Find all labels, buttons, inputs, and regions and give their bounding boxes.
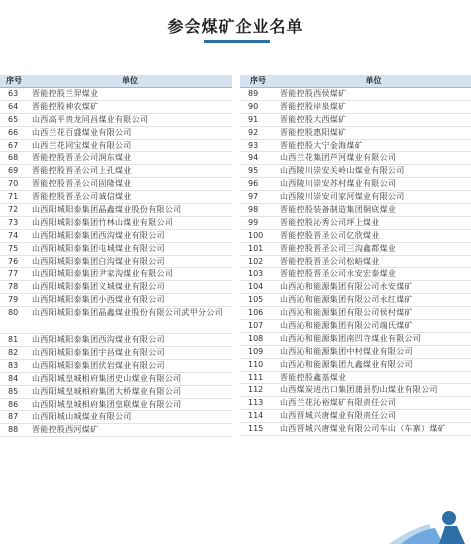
unit-name-cell: 山西阳城皇城相府集团皇联煤业有限公司 <box>28 398 232 411</box>
table-row <box>0 113 232 126</box>
serial-number-cell: 88 <box>0 424 28 437</box>
table-row <box>240 191 471 204</box>
serial-number-cell: 68 <box>0 152 28 165</box>
table-row <box>0 191 232 204</box>
header-unit-name: 单位 <box>28 75 232 88</box>
table-row <box>240 255 471 268</box>
right-table-header <box>240 75 471 88</box>
table-row <box>0 216 232 229</box>
table-row <box>0 372 232 385</box>
unit-name-cell: 山西沁和能源集团九鑫煤业有限公司 <box>276 358 471 371</box>
unit-name-cell: 晋能控股鑫基煤业 <box>276 371 471 384</box>
serial-number-cell: 107 <box>240 320 276 333</box>
title-underline <box>204 40 270 43</box>
serial-number-cell: 109 <box>240 345 276 358</box>
unit-name-cell: 山西煤炭进出口集团蒲县豹山煤业有限公司 <box>276 384 471 397</box>
table-row <box>0 347 232 360</box>
serial-number-cell: 91 <box>240 113 276 126</box>
serial-number-cell: 80 <box>0 307 28 334</box>
serial-number-cell: 67 <box>0 139 28 152</box>
serial-number-cell: 70 <box>0 178 28 191</box>
serial-number-cell: 84 <box>0 372 28 385</box>
unit-name-cell: 山西阳城皇城相府集团大桥煤业有限公司 <box>28 385 232 398</box>
table-row <box>0 307 232 334</box>
unit-name-cell: 山西高平贵龙同昌煤业有限公司 <box>28 113 232 126</box>
unit-name-cell: 晋能控股晋圣公司亿欣煤业 <box>276 229 471 242</box>
serial-number-cell: 108 <box>240 332 276 345</box>
table-row <box>240 88 471 101</box>
unit-name-cell: 山西阳城阳泰集团晶鑫煤业股份有限公司武甲分公司 <box>28 307 232 334</box>
unit-name-cell: 山西阳城阳泰集团尹家沟煤业有限公司 <box>28 268 232 281</box>
table-row <box>240 100 471 113</box>
serial-number-cell: 90 <box>240 100 276 113</box>
serial-number-cell: 96 <box>240 178 276 191</box>
unit-name-cell: 山西兰花沁裕煤矿有限责任公司 <box>276 397 471 410</box>
unit-name-cell: 晋能控股西侯煤矿 <box>276 88 471 101</box>
serial-number-cell: 64 <box>0 100 28 113</box>
table-row <box>240 384 471 397</box>
table-row <box>0 100 232 113</box>
unit-name-cell: 山西阳城阳泰集团宇昌煤业有限公司 <box>28 347 232 360</box>
table-row <box>0 152 232 165</box>
serial-number-cell: 94 <box>240 152 276 165</box>
unit-name-cell: 山西阳城阳泰集团伏岩煤业有限公司 <box>28 359 232 372</box>
table-row <box>240 294 471 307</box>
serial-number-cell: 65 <box>0 113 28 126</box>
table-row <box>0 88 232 101</box>
unit-name-cell: 晋能控股晋圣公司永安宏泰煤业 <box>276 268 471 281</box>
serial-number-cell: 69 <box>0 165 28 178</box>
serial-number-cell: 104 <box>240 281 276 294</box>
table-row <box>0 139 232 152</box>
unit-name-cell: 晋能控股晋圣公司松峪煤业 <box>276 255 471 268</box>
unit-name-cell: 山西沁和能源集团中村煤业有限公司 <box>276 345 471 358</box>
table-row <box>240 268 471 281</box>
unit-name-cell: 晋能控股岸泉煤矿 <box>276 100 471 113</box>
table-row <box>0 424 232 437</box>
serial-number-cell: 92 <box>240 126 276 139</box>
unit-name-cell: 山西阳城阳泰集团西沟煤业有限公司 <box>28 229 232 242</box>
page-title: 参会煤矿企业名单 <box>167 17 304 36</box>
table-row <box>240 165 471 178</box>
table-row <box>240 358 471 371</box>
serial-number-cell: 111 <box>240 371 276 384</box>
table-row <box>240 216 471 229</box>
table-row <box>0 385 232 398</box>
unit-name-cell: 山西阳城阳泰集团小西煤业有限公司 <box>28 294 232 307</box>
unit-name-cell: 晋能控股晋圣公司上孔煤业 <box>28 165 232 178</box>
unit-name-cell: 山西阳城阳泰集团白沟煤业有限公司 <box>28 255 232 268</box>
serial-number-cell: 79 <box>0 294 28 307</box>
table-row <box>0 294 232 307</box>
table-row <box>0 242 232 255</box>
serial-number-cell: 78 <box>0 281 28 294</box>
unit-name-cell: 晋能控股沁秀公司坪上煤业 <box>276 216 471 229</box>
serial-number-cell: 112 <box>240 384 276 397</box>
serial-number-cell: 102 <box>240 255 276 268</box>
table-row <box>240 152 471 165</box>
unit-name-cell: 山西阳城皇城相府集团史山煤业有限公司 <box>28 372 232 385</box>
header-serial-number: 序号 <box>0 75 28 88</box>
unit-name-cell: 山西阳城阳泰集团西沟煤业有限公司 <box>28 334 232 347</box>
right-table-body <box>240 88 471 436</box>
serial-number-cell: 89 <box>240 88 276 101</box>
unit-name-cell: 山西陵川崇安关岭山煤业有限公司 <box>276 165 471 178</box>
table-row <box>0 204 232 217</box>
header-unit-name: 单位 <box>276 75 471 88</box>
serial-number-cell: 103 <box>240 268 276 281</box>
table-row <box>0 268 232 281</box>
serial-number-cell: 81 <box>0 334 28 347</box>
unit-name-cell: 晋能控股晋圣公司固隆煤业 <box>28 178 232 191</box>
serial-number-cell: 72 <box>0 204 28 217</box>
serial-number-cell: 86 <box>0 398 28 411</box>
table-row <box>0 255 232 268</box>
unit-name-cell: 山西阳城阳泰集团屯城煤业有限公司 <box>28 242 232 255</box>
unit-name-cell: 山西沁和能源集团有限公司端氏煤矿 <box>276 320 471 333</box>
serial-number-cell: 113 <box>240 397 276 410</box>
serial-number-cell: 98 <box>240 204 276 217</box>
left-table-body <box>0 88 232 437</box>
unit-name-cell: 山西阳城阳泰集团晶鑫煤业股份有限公司 <box>28 204 232 217</box>
serial-number-cell: 93 <box>240 139 276 152</box>
decorative-brand-graphic <box>341 508 471 544</box>
unit-name-cell: 晋能控股兰羿煤业 <box>28 88 232 101</box>
table-row <box>240 307 471 320</box>
table-row <box>240 410 471 423</box>
table-row <box>0 359 232 372</box>
unit-name-cell: 晋能控股大宁金海煤矿 <box>276 139 471 152</box>
table-row <box>240 126 471 139</box>
serial-number-cell: 73 <box>0 216 28 229</box>
unit-name-cell: 山西沁和能源集团有限公司侯村煤矿 <box>276 307 471 320</box>
unit-name-cell: 晋能控股惠阳煤矿 <box>276 126 471 139</box>
serial-number-cell: 101 <box>240 242 276 255</box>
unit-name-cell: 山西沁和能源集团有限公司永红煤矿 <box>276 294 471 307</box>
table-row <box>240 229 471 242</box>
table-row <box>0 281 232 294</box>
unit-name-cell: 山西兰花百盛煤业有限公司 <box>28 126 232 139</box>
serial-number-cell: 106 <box>240 307 276 320</box>
table-row <box>240 397 471 410</box>
serial-number-cell: 100 <box>240 229 276 242</box>
unit-name-cell: 晋能控股西河煤矿 <box>28 424 232 437</box>
unit-name-cell: 晋能控股大西煤矿 <box>276 113 471 126</box>
table-row <box>0 411 232 424</box>
unit-name-cell: 晋能控股神农煤矿 <box>28 100 232 113</box>
serial-number-cell: 114 <box>240 410 276 423</box>
unit-name-cell: 山西陵川崇安司家河煤业有限公司 <box>276 191 471 204</box>
table-row <box>240 204 471 217</box>
serial-number-cell: 99 <box>240 216 276 229</box>
table-row <box>0 398 232 411</box>
unit-name-cell: 山西沁和能源集团有限公司永安煤矿 <box>276 281 471 294</box>
unit-name-cell: 晋能控股装备制造集团铜底煤业 <box>276 204 471 217</box>
table-row <box>240 423 471 436</box>
table-row <box>240 178 471 191</box>
unit-name-cell: 晋能控股晋圣公司三沟鑫都煤业 <box>276 242 471 255</box>
serial-number-cell: 95 <box>240 165 276 178</box>
table-row <box>240 332 471 345</box>
serial-number-cell: 75 <box>0 242 28 255</box>
table-row <box>240 139 471 152</box>
table-row <box>240 281 471 294</box>
serial-number-cell: 71 <box>0 191 28 204</box>
unit-name-cell: 山西陵川崇安苏村煤业有限公司 <box>276 178 471 191</box>
table-row <box>240 113 471 126</box>
serial-number-cell: 74 <box>0 229 28 242</box>
unit-name-cell: 山西晋城兴唐煤业有限公司车山（车寨）煤矿 <box>276 423 471 436</box>
unit-name-cell: 山西阳城阳泰集团竹林山煤业有限公司 <box>28 216 232 229</box>
right-attendee-table <box>240 75 471 436</box>
serial-number-cell: 115 <box>240 423 276 436</box>
serial-number-cell: 87 <box>0 411 28 424</box>
table-row <box>0 229 232 242</box>
unit-name-cell: 山西兰花集团芦河煤业有限公司 <box>276 152 471 165</box>
unit-name-cell: 山西沁和能源集团南凹寺煤业有限公司 <box>276 332 471 345</box>
header-serial-number: 序号 <box>240 75 276 88</box>
table-row <box>0 165 232 178</box>
unit-name-cell: 山西晋城兴唐煤业有限责任公司 <box>276 410 471 423</box>
serial-number-cell: 82 <box>0 347 28 360</box>
serial-number-cell: 85 <box>0 385 28 398</box>
serial-number-cell: 77 <box>0 268 28 281</box>
unit-name-cell: 山西阳城山城煤业有限公司 <box>28 411 232 424</box>
unit-name-cell: 山西阳城阳泰集团义城煤业有限公司 <box>28 281 232 294</box>
serial-number-cell: 76 <box>0 255 28 268</box>
table-row <box>240 345 471 358</box>
serial-number-cell: 83 <box>0 359 28 372</box>
table-row <box>240 371 471 384</box>
table-row <box>0 178 232 191</box>
table-row <box>240 242 471 255</box>
table-row <box>0 126 232 139</box>
left-table-header <box>0 75 232 88</box>
table-row <box>240 320 471 333</box>
serial-number-cell: 63 <box>0 88 28 101</box>
unit-name-cell: 山西兰花同宝煤业有限公司 <box>28 139 232 152</box>
unit-name-cell: 晋能控股晋圣公司润东煤业 <box>28 152 232 165</box>
serial-number-cell: 97 <box>240 191 276 204</box>
serial-number-cell: 110 <box>240 358 276 371</box>
serial-number-cell: 105 <box>240 294 276 307</box>
serial-number-cell: 66 <box>0 126 28 139</box>
table-row <box>0 334 232 347</box>
unit-name-cell: 晋能控股晋圣公司诚信煤业 <box>28 191 232 204</box>
left-attendee-table <box>0 75 232 437</box>
